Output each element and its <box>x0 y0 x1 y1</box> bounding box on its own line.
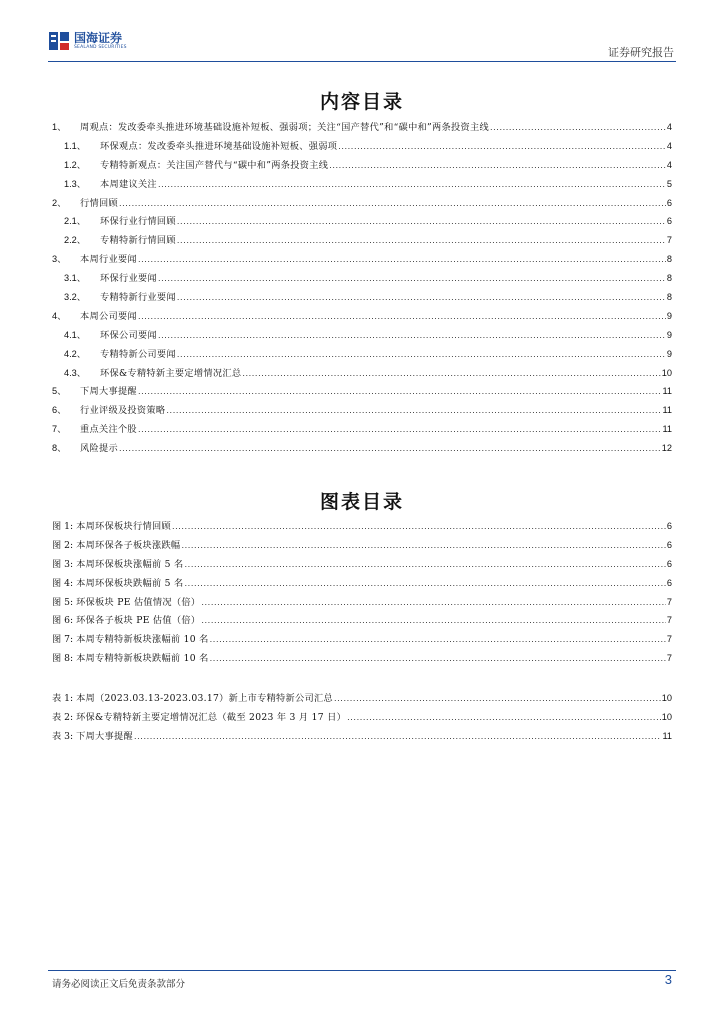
toc-entry-text: 环保行业行情回顾 <box>100 216 176 228</box>
table-entry[interactable] <box>52 709 672 728</box>
figure-entry-number: 图 4: <box>52 577 74 589</box>
figure-entry[interactable] <box>52 575 672 594</box>
toc-entry-page: 7 <box>666 235 672 246</box>
toc-entry[interactable] <box>52 365 672 384</box>
toc-entry-number: 3.2、 <box>64 292 86 303</box>
figure-entry-number: 图 5: <box>52 596 74 608</box>
toc-entry-page: 8 <box>666 292 672 303</box>
toc-leader-dots <box>138 254 666 264</box>
toc-entry[interactable] <box>52 402 672 421</box>
figure-entry-page: 6 <box>666 539 672 550</box>
toc-entry[interactable] <box>52 383 672 402</box>
toc-entry-number: 3、 <box>52 254 67 265</box>
toc-entry-page: 9 <box>666 348 672 359</box>
figure-entry[interactable] <box>52 612 672 631</box>
toc-leader-dots <box>177 349 666 359</box>
toc-entry-number: 4、 <box>52 310 67 321</box>
figure-entry-number: 图 3: <box>52 558 74 570</box>
toc-entry-text: 下周大事提醒 <box>80 386 137 398</box>
figure-entry-text: 本周环保板块涨幅前 5 名 <box>76 558 184 570</box>
toc-entry[interactable] <box>52 327 672 346</box>
toc-leader-dots <box>158 273 666 283</box>
toc-entry[interactable] <box>52 421 672 440</box>
toc-leader-dots <box>166 405 661 415</box>
toc-entry-text: 重点关注个股 <box>80 424 137 436</box>
company-logo <box>48 30 127 52</box>
toc-entry-text: 专精特新观点：关注国产替代与“碳中和”两条投资主线 <box>100 159 329 171</box>
table-entry-page: 10 <box>661 711 672 722</box>
toc-leader-dots <box>138 424 662 434</box>
toc-leader-dots <box>181 540 665 550</box>
toc-leader-dots <box>338 141 666 151</box>
toc-entry-text: 行情回顾 <box>80 197 118 209</box>
page-number: 3 <box>664 972 672 987</box>
figure-entry-number: 图 8: <box>52 653 74 665</box>
toc-entry-page: 9 <box>666 329 672 340</box>
logo-english-name: SEALAND SECURITIES <box>74 44 127 50</box>
figure-entry-page: 7 <box>666 596 672 607</box>
toc-entry[interactable] <box>52 138 672 157</box>
toc-entry[interactable] <box>52 157 672 176</box>
figure-entry-text: 本周环保板块行情回顾 <box>76 521 171 532</box>
toc-entry-text: 环保行业要闻 <box>100 273 157 285</box>
toc-entry-number: 4.2、 <box>64 348 86 359</box>
toc-entry-number: 2.2、 <box>64 235 86 246</box>
toc-leader-dots <box>334 693 661 703</box>
toc-entry-text: 行业评级及投资策略 <box>80 405 166 417</box>
toc-entry-page: 9 <box>666 310 672 321</box>
toc-leader-dots <box>119 198 666 208</box>
toc-entry-number: 3.1、 <box>64 273 86 284</box>
toc-entry-number: 8、 <box>52 443 67 454</box>
toc-entry[interactable] <box>52 289 672 308</box>
toc-entry-text: 环保&专精特新主要定增情况汇总 <box>100 367 242 379</box>
toc-entry-number: 1、 <box>52 122 67 132</box>
toc-entry[interactable] <box>52 213 672 232</box>
toc-entry-page: 8 <box>666 273 672 284</box>
toc-leader-dots <box>329 160 666 170</box>
figure-entry-text: 环保板块 PE 估值情况（倍） <box>76 596 201 608</box>
table-entry-number: 表 2: <box>52 711 74 723</box>
toc-leader-dots <box>138 311 666 321</box>
figure-entry-number: 图 2: <box>52 539 74 551</box>
toc-entry[interactable] <box>52 308 672 327</box>
toc-entry-number: 5、 <box>52 386 67 397</box>
toc-entry-page: 6 <box>666 216 672 227</box>
toc-leader-dots <box>158 330 666 340</box>
toc-entry-number: 4.1、 <box>64 329 86 340</box>
figure-entry[interactable] <box>52 537 672 556</box>
toc-entry-page: 4 <box>666 140 672 151</box>
toc-entry-page: 11 <box>662 424 672 435</box>
toc-leader-dots <box>177 216 666 226</box>
content-toc <box>52 119 672 459</box>
toc-entry[interactable] <box>52 195 672 214</box>
figure-toc <box>52 518 672 669</box>
toc-entry[interactable] <box>52 251 672 270</box>
toc-leader-dots <box>177 292 666 302</box>
toc-entry-page: 5 <box>666 178 672 189</box>
toc-entry-text: 本周公司要闻 <box>80 310 137 322</box>
toc-entry[interactable] <box>52 232 672 251</box>
figure-entry-page: 6 <box>666 577 672 588</box>
toc-entry-text: 专精特新公司要闻 <box>100 348 176 360</box>
figure-entry-page: 7 <box>666 615 672 626</box>
toc-entry[interactable] <box>52 346 672 365</box>
figure-entry-text: 本周环保板块跌幅前 5 名 <box>76 577 184 589</box>
toc-leader-dots <box>185 559 666 569</box>
footer-divider <box>48 970 676 971</box>
toc-entry-page: 4 <box>666 122 672 132</box>
toc-entry-page: 6 <box>666 197 672 208</box>
toc-leader-dots <box>119 443 661 453</box>
toc-entry-text: 周观点：发改委牵头推进环境基础设施补短板、强弱项；关注“国产替代”和“碳中和”两条投资主线 <box>80 122 489 133</box>
toc-entry-page: 10 <box>661 367 672 378</box>
toc-leader-dots <box>490 122 666 132</box>
footer-disclaimer: 请务必阅读正文后免责条款部分 <box>52 979 186 990</box>
toc-entry-number: 2、 <box>52 197 67 208</box>
toc-leader-dots <box>134 731 661 741</box>
figure-entry-text: 本周环保各子板块涨跌幅 <box>76 539 181 551</box>
toc-entry-page: 12 <box>661 443 672 454</box>
table-entry[interactable] <box>52 690 672 709</box>
figure-entry-number: 图 1: <box>52 521 74 532</box>
toc-leader-dots <box>210 634 666 644</box>
toc-leader-dots <box>347 712 661 722</box>
toc-entry-number: 6、 <box>52 405 67 416</box>
toc-leader-dots <box>242 368 660 378</box>
table-entry-text: 环保&专精特新主要定增情况汇总（截至 2023 年 3 月 17 日） <box>76 711 347 723</box>
toc-entry-page: 11 <box>662 386 672 397</box>
figure-entry-text: 环保各子板块 PE 估值（倍） <box>76 615 201 627</box>
toc-entry-number: 7、 <box>52 424 67 435</box>
figure-entry-page: 6 <box>666 558 672 569</box>
page-header <box>48 30 676 60</box>
toc-entry-page: 4 <box>666 159 672 170</box>
figure-entry-page: 7 <box>666 653 672 664</box>
toc-entry-text: 专精特新行业要闻 <box>100 292 176 304</box>
table-entry-number: 表 3: <box>52 730 74 742</box>
toc-entry[interactable] <box>52 119 672 138</box>
toc-entry-text: 专精特新行情回顾 <box>100 235 176 247</box>
logo-chinese-name: 国海证券 <box>74 30 123 45</box>
toc-entry[interactable] <box>52 270 672 289</box>
figure-entry[interactable] <box>52 631 672 650</box>
table-entry-page: 10 <box>661 693 672 703</box>
figure-entry-text: 本周专精特新板块涨幅前 10 名 <box>76 634 209 646</box>
toc-leader-dots <box>138 386 662 396</box>
table-entry[interactable] <box>52 728 672 747</box>
toc-leader-dots <box>158 179 666 189</box>
toc-entry-text: 环保公司要闻 <box>100 329 157 341</box>
table-toc <box>52 690 672 747</box>
figure-entry-text: 本周专精特新板块跌幅前 10 名 <box>76 653 209 665</box>
toc-leader-dots <box>177 235 666 245</box>
toc-entry-page: 8 <box>666 254 672 265</box>
toc-leader-dots <box>201 615 666 625</box>
table-entry-text: 本周（2023.03.13-2023.03.17）新上市专精特新公司汇总 <box>76 693 333 704</box>
figure-entry[interactable] <box>52 556 672 575</box>
table-entry-text: 下周大事提醒 <box>76 730 133 742</box>
figure-entry[interactable] <box>52 650 672 669</box>
table-entry-number: 表 1: <box>52 693 74 704</box>
toc-leader-dots <box>185 578 666 588</box>
figure-entry[interactable] <box>52 518 672 537</box>
toc-entry-number: 2.1、 <box>64 216 86 227</box>
toc-entry-text: 本周行业要闻 <box>80 254 137 266</box>
toc-entry-text: 环保观点：发改委牵头推进环境基础设施补短板、强弱项 <box>100 140 338 152</box>
toc-entry-number: 1.2、 <box>64 159 86 170</box>
figure-entry-number: 图 6: <box>52 615 74 627</box>
toc-entry-page: 11 <box>662 405 672 416</box>
figure-entry[interactable] <box>52 594 672 613</box>
toc-leader-dots <box>210 653 666 663</box>
logo-mark-icon <box>48 30 70 52</box>
toc-entry-number: 1.3、 <box>64 178 86 189</box>
toc-entry-number: 1.1、 <box>64 140 86 151</box>
toc-entry-text: 本周建议关注 <box>100 178 157 190</box>
toc-entry[interactable] <box>52 440 672 459</box>
table-entry-page: 11 <box>662 730 672 741</box>
toc-entry-text: 风险提示 <box>80 443 118 455</box>
figure-toc-title: 图表目录 <box>319 491 404 513</box>
toc-leader-dots <box>201 597 666 607</box>
figure-entry-page: 7 <box>666 634 672 645</box>
toc-entry-number: 4.3、 <box>64 367 86 378</box>
header-divider <box>48 61 676 62</box>
content-toc-title: 内容目录 <box>319 91 404 113</box>
figure-entry-page: 6 <box>666 521 672 531</box>
toc-entry[interactable] <box>52 176 672 195</box>
report-type-label: 证券研究报告 <box>608 46 674 59</box>
toc-leader-dots <box>172 521 666 531</box>
figure-entry-number: 图 7: <box>52 634 74 646</box>
